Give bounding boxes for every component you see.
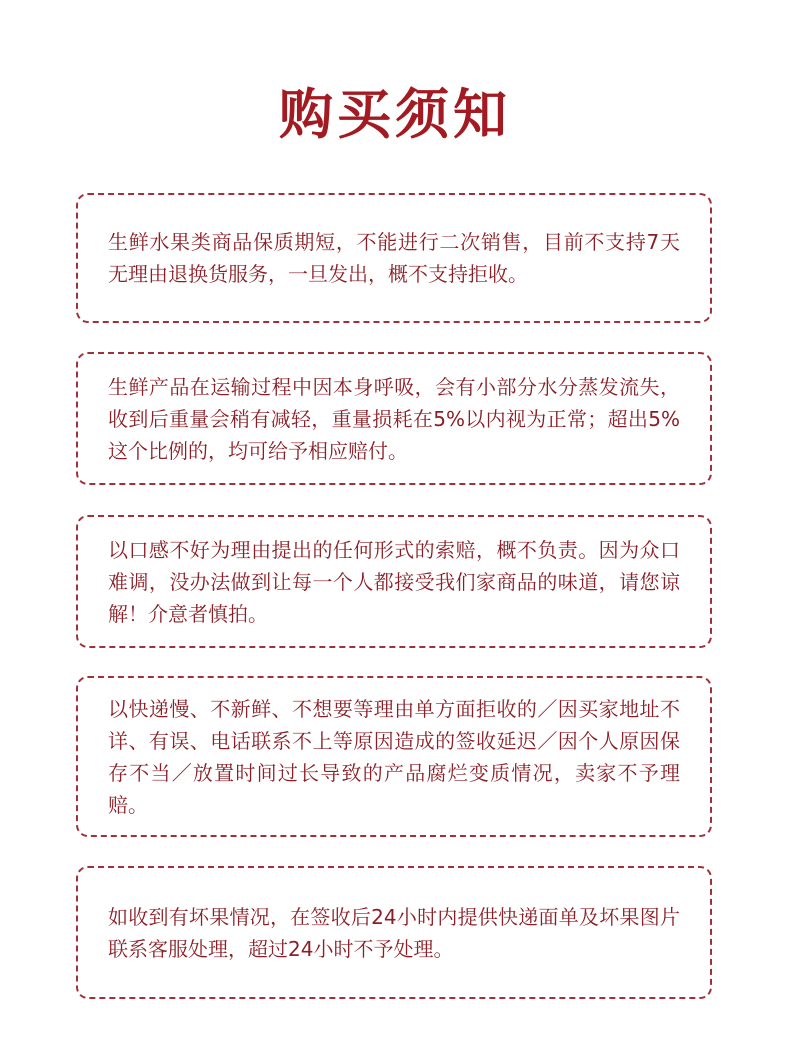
notice-text: 以快递慢、不新鲜、不想要等理由单方面拒收的／因买家地址不详、有误、电话联系不上等原因造成的签收延迟／因个人原因保存不当／放置时间过长导致的产品腐烂变质情况，卖家不予理赔。 bbox=[108, 696, 680, 817]
notice-refusal bbox=[76, 676, 712, 837]
notice-text: 如收到有坏果情况，在签收后24小时内提供快递面单及坏果图片联系客服处理，超过24小时不予处理。 bbox=[108, 904, 680, 961]
page-title: 购买须知 bbox=[279, 82, 511, 146]
notice-text: 生鲜水果类商品保质期短，不能进行二次销售，目前不支持7天无理由退换货服务，一旦发出，概不支持拒收。 bbox=[108, 230, 680, 286]
notice-taste bbox=[76, 515, 712, 648]
notice-text: 生鲜产品在运输过程中因本身呼吸，会有小部分水分蒸发流失，收到后重量会稍有减轻，重量损耗在5%以内视为正常；超出5%这个比例的，均可给予相应赔付。 bbox=[108, 374, 680, 463]
notice-damaged-fruit bbox=[76, 866, 712, 999]
notice-text: 以口感不好为理由提出的任何形式的索赔，概不负责。因为众口难调，没办法做到让每一个人都接受我们家商品的味道，请您谅解！介意者慎拍。 bbox=[108, 537, 680, 626]
notice-no-return bbox=[76, 193, 712, 323]
notice-weight-loss bbox=[76, 352, 712, 485]
